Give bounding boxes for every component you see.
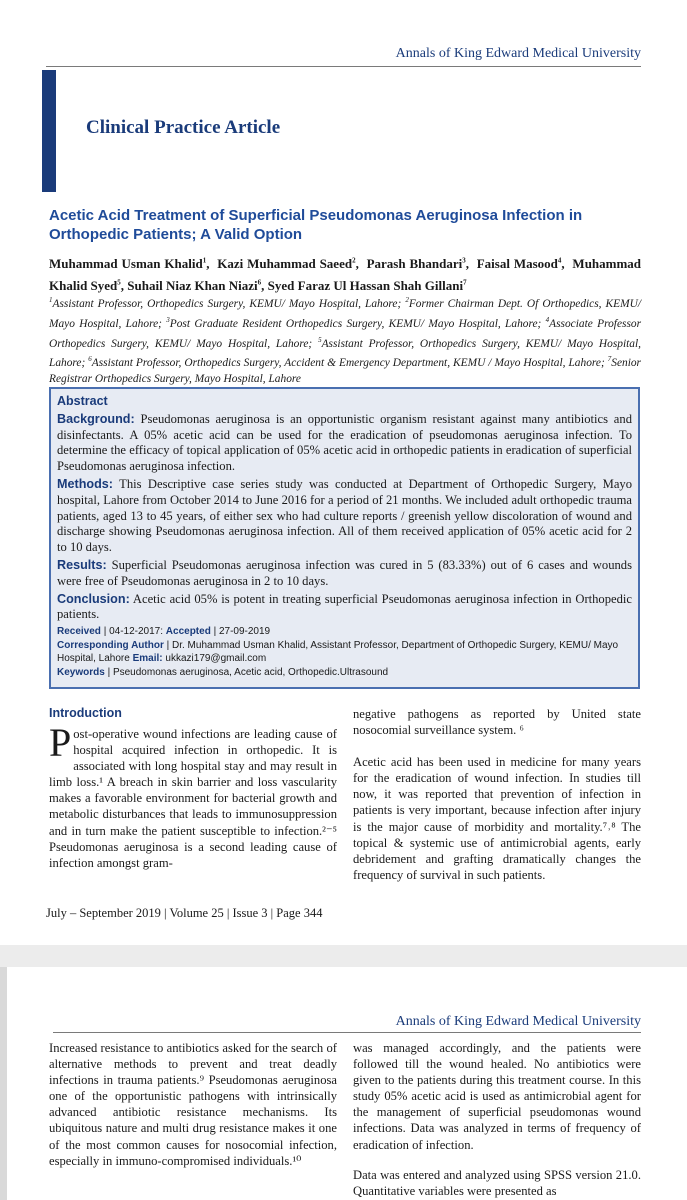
abstract-methods: Methods: This Descriptive case series study was conducted at Department of Orthopedic Surgery, Mayo hospital, Lahore from October 2014 to June 2016 for a period of 21 months. We included adult orthopedic trauma patients, aged 13 to 45 years, of either sex who had culture reports / greenish yellow discoloration of wound and discharge showing Pseudomonas aeruginosa infection. All of them received application of 05% acetic acid for 2 to 10 days. [57, 476, 633, 555]
author: Kazi Muhammad Saeed$^2$, [217, 256, 367, 272]
journal-header: Annals of King Edward Medical University [395, 46, 641, 61]
page-2 [0, 967, 687, 1200]
abstract-box [49, 387, 640, 689]
author: Suhail Niaz Khan Niazi$^6$, [127, 277, 268, 293]
abstract-heading: Abstract [57, 394, 108, 408]
intro-paragraph: negative pathogens as reported by United state nosocomial surveillance system. ⁶ [353, 707, 641, 738]
page2-left-column [49, 1040, 337, 1177]
abstract-conclusion: Conclusion: Acetic acid 05% is potent in treating superficial Pseudomonas aeruginosa infection in Orthopedic patients. [57, 591, 632, 622]
intro-left-column [49, 720, 337, 879]
corresponding-author: Corresponding Author | Dr. Muhammad Usman Khalid, Assistant Professor, Department of Orthopedic Surgery, KEMU/ Mayo Hospital, Lahore Email: ukkazi179@gmail.com [57, 639, 619, 665]
body-paragraph: Data was entered and analyzed using SPSS version 21.0. Quantitative variables were presented as [353, 1167, 641, 1198]
header-rule [46, 66, 641, 67]
keywords: Keywords | Pseudomonas aeruginosa, Acetic acid, Orthopedic.Ultrasound [57, 666, 389, 678]
page-gap [0, 945, 687, 967]
article-type: Clinical Practice Article [86, 117, 281, 138]
drop-cap: P [49, 720, 72, 765]
abstract-background: Background: Pseudomonas aeruginosa is an opportunistic organism resistant against many antibiotics and disinfectants. A 05% acetic acid can be used for the eradication of pseudomonas aeruginosa infection. To determine the efficacy of topical application of 05% acetic acid in orthopedic patients in eradication of superficial Pseudomonas aeruginosa infection. [57, 411, 632, 474]
abstract-results: Results: Superficial Pseudomonas aeruginosa infection was cured in 5 (83.33%) out of 6 cases and wounds were free of Pseudomonas aeruginosa in 2 to 10 days. [57, 557, 632, 588]
author: Faisal Masood$^4$, [476, 256, 573, 272]
affiliations: $^1$Assistant Professor, Orthopedics Surgery, KEMU/ Mayo Hospital, Lahore; $^2$Former Chairman Dept. Of Orthopedics, KEMU/ Mayo Hospital, Lahore; $^3$Post Graduate Resident Orthopedics Surgery, KEMU/ Mayo Hospital, Lahore; $^4$Associate Professor Orthopedics Surgery, KEMU/ Mayo Hospital, Lahore; $^5$Assistant Professor, Orthopedics Surgery, KEMU/ Mayo Hospital, Lahore; $^6$Assistant Professor, Orthopedics Surgery, Accident & Emergency Department, KEMU / Mayo Hospital, Lahore; $^7$Senior Registrar Orthopedics Surgery, Mayo Hospital, Lahore [49, 296, 642, 386]
author: Parash Bhandari$^3$, [366, 256, 477, 272]
page-footer: July – September 2019 | Volume 25 | Issue 3 | Page 344 [46, 906, 323, 920]
header-rule [53, 1032, 641, 1033]
author: Muhammad Khalid Syed$^5$, [49, 256, 642, 293]
page2-right-column [353, 1040, 641, 1200]
intro-paragraph: Acetic acid has been used in medicine for many years for the eradication of wound infection. In studies till now, it was reported that prevention of infection in patients is very important, because infection after injury is the major cause of morbidity and mortality.⁷˒⁸ The topical & systemic use of antimicrobial agents, early debridement and grafting dramatically changes the frequency of survival in such patients. [353, 755, 641, 882]
body-paragraph: was managed accordingly, and the patients were followed till the wound healed. No antibiotics were given to the patients during this treatment course. In this study 05% acetic acid is used as antimicrobial agent for the management of superficial pseudomonas wound infections. Data was analyzed in terms of frequency of eradication of infection. [353, 1041, 641, 1152]
author: Muhammad Usman Khalid$^1$, [49, 256, 218, 272]
intro-right-column [353, 706, 641, 891]
received-accepted: Received | 04-12-2017: Accepted | 27-09-2019 [57, 626, 271, 638]
accent-bar [42, 70, 56, 192]
author: Syed Faraz Ul Hassan Shah Gillani$^7$ [267, 277, 467, 293]
author-list [49, 252, 641, 295]
journal-header: Annals of King Edward Medical University [395, 1014, 641, 1029]
intro-paragraph: Post-operative wound infections are leading cause of hospital acquired infection in orthopedic. It is associated with long hospital stay and may result in limb loss.¹ A breach in skin barrier and loss vascularity makes a favorable environment for bacterial growth and metabolic disturbances that leads to immunosuppression and in turn make the patient susceptible to infection.²⁻⁵ Pseudomonas aeruginosa is a second leading cause of infection amongst gram- [49, 720, 337, 870]
article-title: Acetic Acid Treatment of Superficial Pseudomonas Aeruginosa Infection in Orthopedic Patients; A Valid Option [49, 207, 583, 243]
body-paragraph: Increased resistance to antibiotics asked for the search of alternative methods to prevent and treat deadly infections in trauma patients.⁹ Pseudomonas aeruginosa one of the opportunistic pathogens with intrinsically advanced antibiotic resistance mechanisms. Its ubiquitous nature and multi drug resistance makes it one of the most common causes for nosocomial infection, especially in immuno-compromised individuals.¹⁰ [49, 1041, 337, 1168]
introduction-heading: Introduction [49, 706, 122, 720]
